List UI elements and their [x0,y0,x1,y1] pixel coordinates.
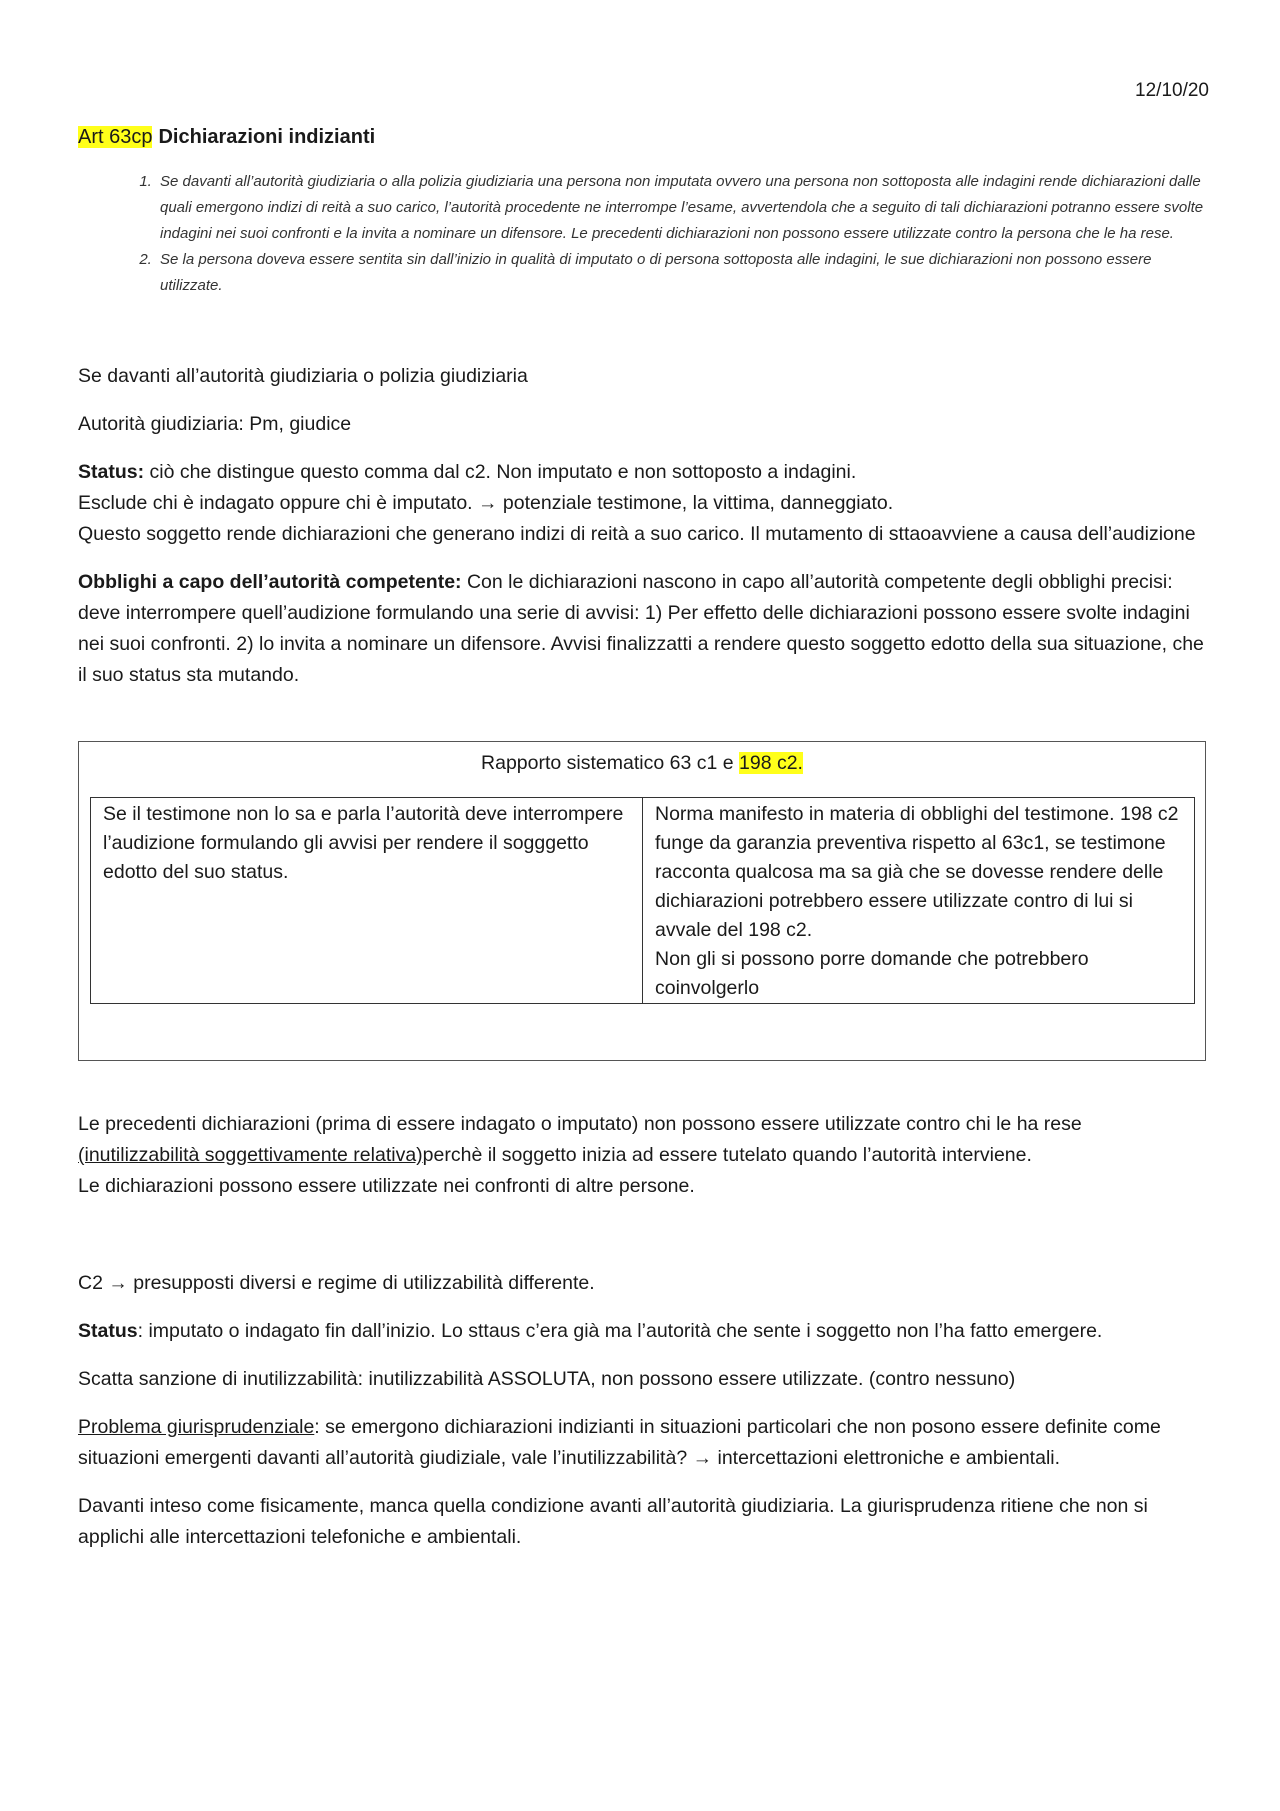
paragraph-sanzione: Scatta sanzione di inutilizzabilità: inutilizzabilità ASSOLUTA, non possono essere utilizzate. (contro nessuno) [78,1368,1016,1390]
paragraph-autorita: Autorità giudiziaria: Pm, giudice [78,413,352,435]
paragraph-c2: C2 → presupposti diversi e regime di utilizzabilità differente. [78,1272,595,1294]
article-comma-1: 1. Se davanti all’autorità giudiziaria o alla polizia giudiziaria una persona non imputata ovvero una persona non sottoposta alle indagini rende dichiarazioni dalle quali emergono indizi di reità a suo carico, l’autorità procedente ne interrompe l’esame, avvertendola che a seguito di tali dichiarazioni potranno essere svolte indagini nei suoi confronti e la invita a nominare un difensore. Le precedenti dichiarazioni non possono essere utilizzate contro la persona che le ha rese. [156,169,1208,247]
paragraph-inutilizzabilita [78,1140,1208,1171]
inutilizzabilita-relativa: (inutilizzabilità soggettivamente relativa) [78,1144,423,1166]
problema-text: : se emergono dichiarazioni indizianti in situazioni particolari che non posono essere definite come situazioni emergenti davanti all’autorità giudiziale, vale l’inutilizzabilità? → intercettazioni elettroniche e ambientali. [78,1416,1161,1469]
table-cell-198c2 [643,798,1195,1004]
paragraph-obblighi [78,567,1208,691]
cell-198c2-line-1: Norma manifesto in materia di obblighi del testimone. 198 c2 funge da garanzia preventiva rispetto al 63c1, se testimone racconta qualcosa ma sa già che se dovesse rendere delle dichiarazioni potrebbero essere utilizzate contro di lui si avvale del 198 c2. [655,803,1179,941]
article-text-list [78,169,1208,299]
table-cell-63c1: Se il testimone non lo sa e parla l’autorità deve interrompere l’audizione formulando gli avvisi per rendere il sogggetto edotto del suo status. [91,798,643,1004]
rapporto-sistematico-box [78,741,1206,1061]
paragraph-altre-persone: Le dichiarazioni possono essere utilizzate nei confronti di altre persone. [78,1175,695,1197]
article-comma-2: 2. Se la persona doveva essere sentita sin dall’inizio in qualità di imputato o di persona sottoposta alle indagini, le sue dichiarazioni non possono essere utilizzate. [156,247,1208,299]
paragraph-precedenti: Le precedenti dichiarazioni (prima di essere indagato o imputato) non possono essere utilizzate contro chi le ha rese [78,1113,1082,1135]
paragraph-status-c2 [78,1316,1208,1347]
paragraph-davanti: Se davanti all’autorità giudiziaria o polizia giudiziaria [78,365,528,387]
paragraph-status [78,457,1208,488]
paragraph-esclude: Esclude chi è indagato oppure chi è imputato. → potenziale testimone, la vittima, danneggiato. [78,492,894,514]
status-line-1: ciò che distingue questo comma dal c2. Non imputato e non sottoposto a indagini. [144,461,857,483]
article-title: Dichiarazioni indizianti [158,126,376,148]
cell-198c2-line-2: Non gli si possono porre domande che potrebbero coinvolgerlo [655,948,1089,999]
status-c2-label: Status [78,1320,138,1342]
document-date: 12/10/20 [1135,80,1209,101]
inutilizzabilita-rest: perchè il soggetto inizia ad essere tutelato quando l’autorità interviene. [422,1144,1032,1166]
article-number: Art 63cp [78,126,153,148]
box-title [79,748,1205,779]
paragraph-problema [78,1412,1208,1474]
comparison-table [90,797,1195,1004]
box-title-text: Rapporto sistematico 63 c1 e [481,752,739,774]
box-title-highlight: 198 c2. [739,752,803,774]
status-label: Status: [78,461,145,483]
obblighi-label: Obblighi a capo dell’autorità competente: [78,571,462,593]
status-c2-text: : imputato o indagato fin dall’inizio. Lo sttaus c’era già ma l’autorità che sente i soggetto non l’ha fatto emergere. [137,1320,1103,1342]
paragraph-davanti-fisicamente: Davanti inteso come fisicamente, manca quella condizione avanti all’autorità giudiziaria. La giurisprudenza ritiene che non si applichi alle intercettazioni telefoniche e ambientali. [78,1495,1148,1548]
problema-label: Problema giurisprudenziale [78,1416,315,1438]
obblighi-text: Con le dichiarazioni nascono in capo all’autorità competente degli obblighi precisi: deve interrompere quell’audizione formulando una serie di avvisi: 1) Per effetto delle dichiarazioni possono essere svolte indagini nei suoi confronti. 2) lo invita a nominare un difensore. Avvisi finalizzatti a rendere questo soggetto edotto della sua situazione, che il suo status sta mutando. [78,571,1204,686]
table-row [91,798,1195,1004]
paragraph-soggetto: Questo soggetto rende dichiarazioni che generano indizi di reità a suo carico. Il mutamento di sttaoavviene a causa dell’audizione [78,523,1196,545]
article-heading [78,126,1208,149]
document-body [78,126,1208,1553]
